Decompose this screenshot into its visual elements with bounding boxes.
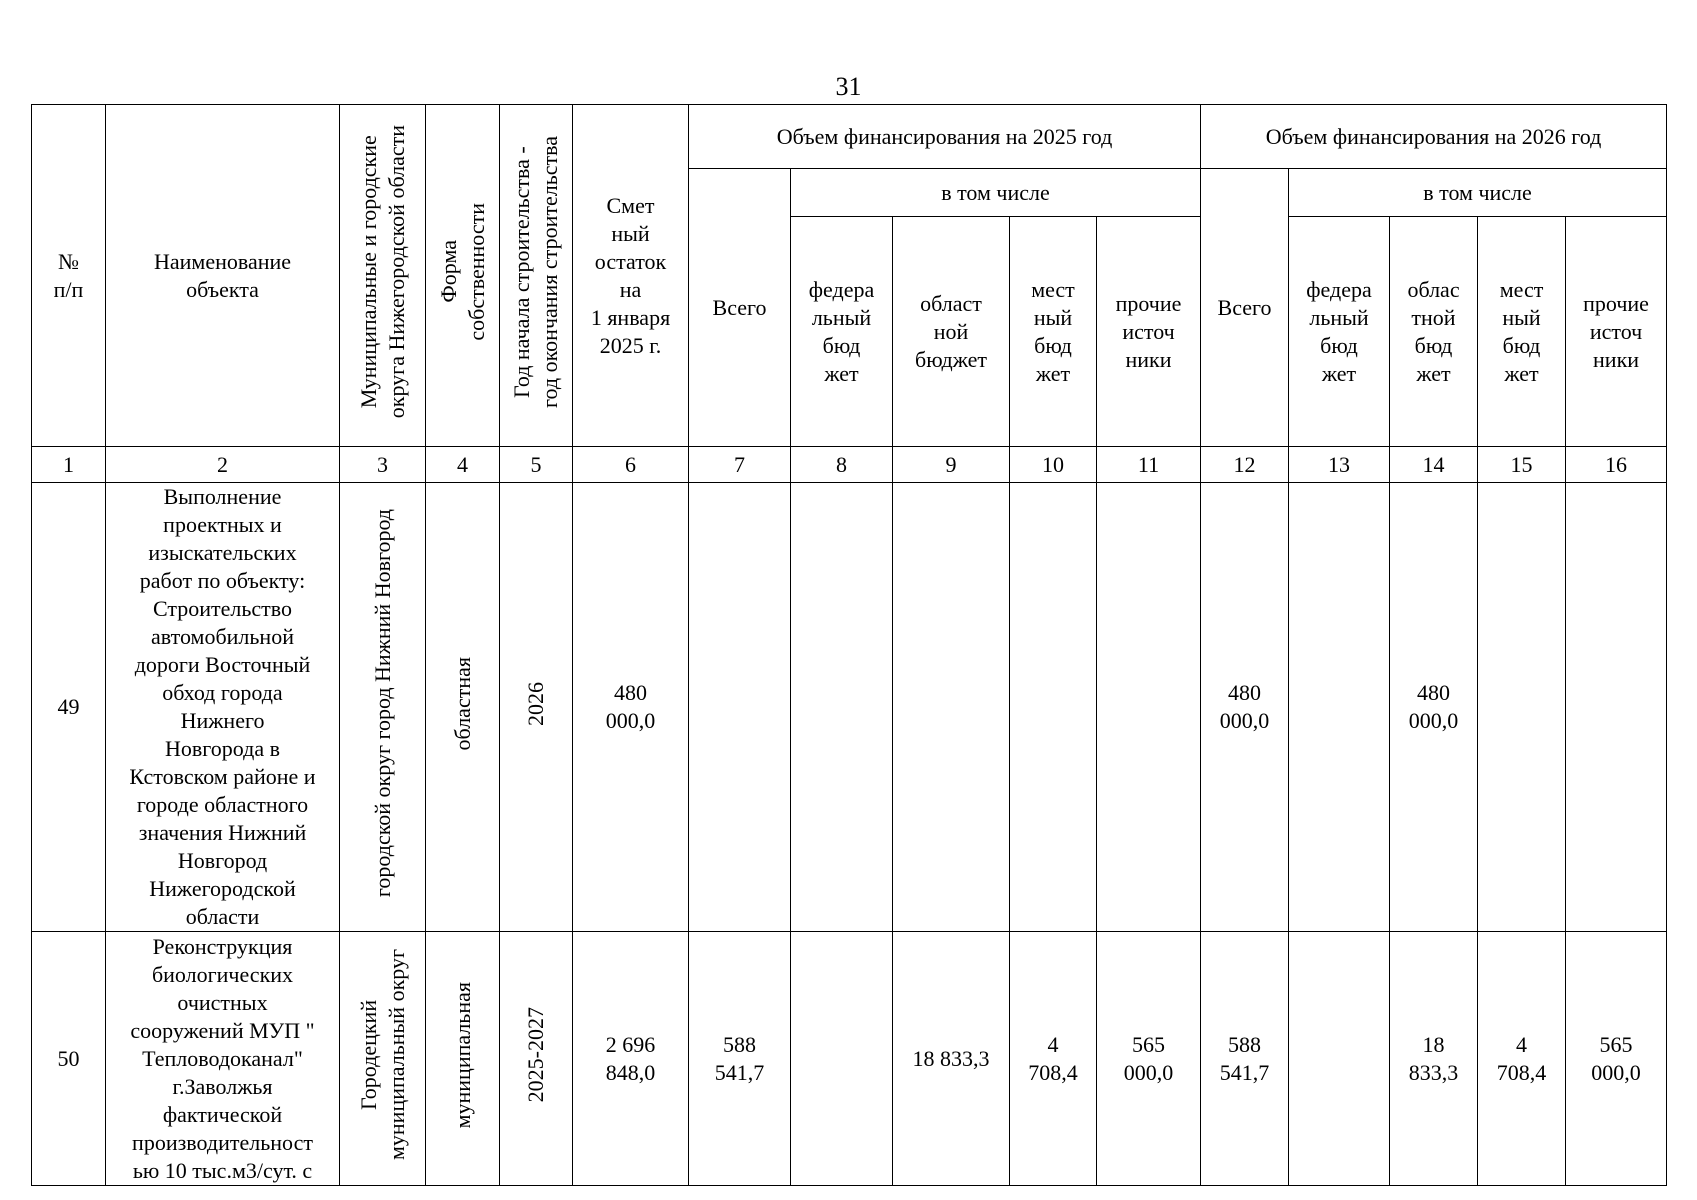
column-number: 10: [1010, 447, 1097, 483]
column-number: 11: [1097, 447, 1201, 483]
row-2025-other: 565 000,0: [1097, 932, 1201, 1186]
column-number: 9: [893, 447, 1010, 483]
header-name: Наименование объекта: [106, 105, 340, 447]
row-2025-total: 588 541,7: [689, 932, 791, 1186]
row-estimate: 480 000,0: [573, 483, 689, 932]
header-funding-2025: Объем финансирования на 2025 год: [689, 105, 1201, 169]
header-2026-other: прочие источ ники: [1566, 217, 1667, 447]
row-2026-other: 565 000,0: [1566, 932, 1667, 1186]
header-num: № п/п: [32, 105, 106, 447]
header-2025-regional: област ной бюджет: [893, 217, 1010, 447]
column-number: 5: [500, 447, 573, 483]
header-2025-federal: федера льный бюд жет: [791, 217, 893, 447]
row-2025-federal: [791, 932, 893, 1186]
row-municipality: Городецкий муниципальный округ: [340, 932, 426, 1186]
column-number: 2: [106, 447, 340, 483]
row-estimate: 2 696 848,0: [573, 932, 689, 1186]
row-2026-local: 4 708,4: [1478, 932, 1566, 1186]
row-2025-regional: 18 833,3: [893, 932, 1010, 1186]
header-municipality: Муниципальные и городские округа Нижегородской области: [340, 105, 426, 447]
column-number: 13: [1289, 447, 1390, 483]
funding-table: [31, 104, 1667, 1186]
column-number: 16: [1566, 447, 1667, 483]
column-number-row: [32, 447, 1667, 483]
column-number: 4: [426, 447, 500, 483]
column-number: 8: [791, 447, 893, 483]
row-2025-total: [689, 483, 791, 932]
row-2026-regional: 480 000,0: [1390, 483, 1478, 932]
header-2026-total: Всего: [1201, 169, 1289, 447]
row-2025-local: [1010, 483, 1097, 932]
row-ownership: муниципальная: [426, 932, 500, 1186]
row-2026-federal: [1289, 483, 1390, 932]
row-2026-other: [1566, 483, 1667, 932]
row-2026-federal: [1289, 932, 1390, 1186]
header-years: Год начала строительства - год окончания строительства: [500, 105, 573, 447]
column-number: 3: [340, 447, 426, 483]
row-ownership: областная: [426, 483, 500, 932]
row-num: 50: [32, 932, 106, 1186]
header-2025-including: в том числе: [791, 169, 1201, 217]
row-2026-regional: 18 833,3: [1390, 932, 1478, 1186]
column-number: 1: [32, 447, 106, 483]
row-2026-total: 588 541,7: [1201, 932, 1289, 1186]
header-2025-local: мест ный бюд жет: [1010, 217, 1097, 447]
row-2025-other: [1097, 483, 1201, 932]
header-2026-local: мест ный бюд жет: [1478, 217, 1566, 447]
row-2025-regional: [893, 483, 1010, 932]
column-number: 6: [573, 447, 689, 483]
header-2026-including: в том числе: [1289, 169, 1667, 217]
row-object-name: Реконструкция биологических очистных сооружений МУП " Тепловодоканал" г.Заволжья фактической производительност ью 10 тыс.м3/сут. с: [106, 932, 340, 1186]
column-number: 7: [689, 447, 791, 483]
row-2026-local: [1478, 483, 1566, 932]
page-number: 31: [835, 72, 862, 101]
header-estimate: Смет ный остаток на 1 января 2025 г.: [573, 105, 689, 447]
row-municipality: городской округ город Нижний Новгород: [340, 483, 426, 932]
row-years: 2025-2027: [500, 932, 573, 1186]
header-2025-other: прочие источ ники: [1097, 217, 1201, 447]
column-number: 12: [1201, 447, 1289, 483]
table-row: [32, 483, 1667, 932]
row-num: 49: [32, 483, 106, 932]
header-row-top: [32, 105, 1667, 169]
row-2026-total: 480 000,0: [1201, 483, 1289, 932]
row-object-name: Выполнение проектных и изыскательских работ по объекту: Строительство автомобильной дороги Восточный обход города Нижнего Новгорода в Кстовском районе и городе областного значения Нижний Новгород Нижегородской области: [106, 483, 340, 932]
header-2025-total: Всего: [689, 169, 791, 447]
row-2025-federal: [791, 483, 893, 932]
table-row: [32, 932, 1667, 1186]
header-2026-regional: облас тной бюд жет: [1390, 217, 1478, 447]
header-2026-federal: федера льный бюд жет: [1289, 217, 1390, 447]
column-number: 14: [1390, 447, 1478, 483]
row-years: 2026: [500, 483, 573, 932]
row-2025-local: 4 708,4: [1010, 932, 1097, 1186]
header-ownership: Форма собственности: [426, 105, 500, 447]
header-funding-2026: Объем финансирования на 2026 год: [1201, 105, 1667, 169]
column-number: 15: [1478, 447, 1566, 483]
